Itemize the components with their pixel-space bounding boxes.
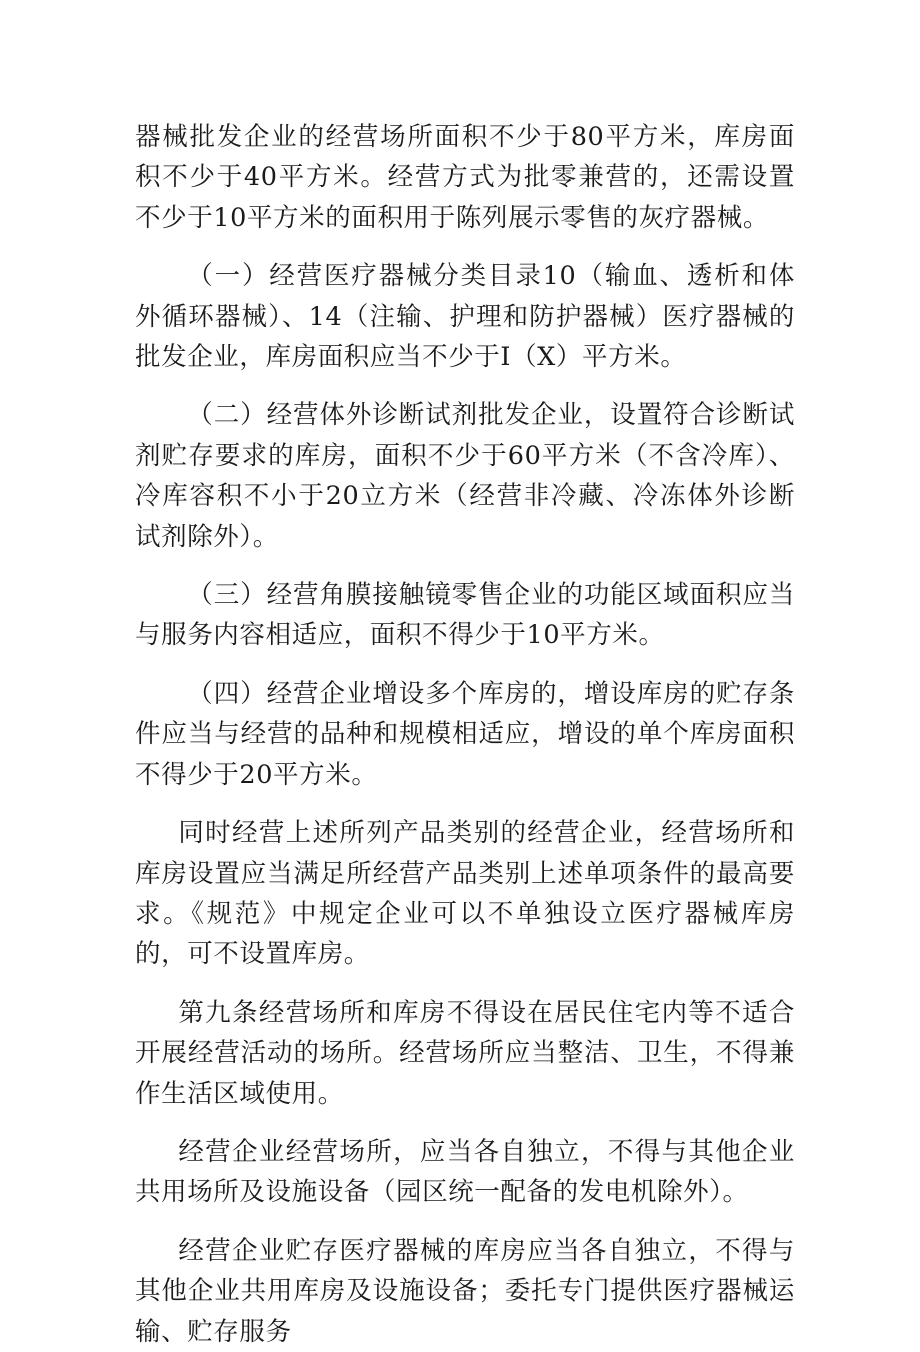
paragraph-item-2: （二）经营体外诊断试剂批发企业，设置符合诊断试剂贮存要求的库房，面积不少于60平方米（不含冷库）、冷库容积不小于20立方米（经营非冷藏、冷冻体外诊断试剂除外）。 bbox=[135, 400, 795, 552]
paragraph-independent-warehouse: 经营企业贮存医疗器械的库房应当各自独立，不得与其他企业共用库房及设施设备；委托专门提供医疗器械运输、贮存服务 bbox=[135, 1235, 795, 1347]
paragraph-item-1: （一）经营医疗器械分类目录10（输血、透析和体外循环器械）、14（注输、护理和防护器械）医疗器械的批发企业，库房面积应当不少于I（X）平方米。 bbox=[135, 261, 795, 373]
paragraph-item-4: （四）经营企业增设多个库房的，增设库房的贮存条件应当与经营的品种和规模相适应，增设的单个库房面积不得少于20平方米。 bbox=[135, 678, 795, 790]
paragraph-article-9: 第九条经营场所和库房不得设在居民住宅内等不适合开展经营活动的场所。经营场所应当整洁、卫生，不得兼作生活区域使用。 bbox=[135, 997, 795, 1109]
document-body bbox=[135, 117, 795, 1352]
paragraph-combined-requirements: 同时经营上述所列产品类别的经营企业，经营场所和库房设置应当满足所经营产品类别上述单项条件的最高要求。《规范》中规定企业可以不单独设立医疗器械库房的，可不设置库房。 bbox=[135, 818, 795, 970]
paragraph-independent-premises: 经营企业经营场所，应当各自独立，不得与其他企业共用场所及设施设备（园区统一配备的发电机除外）。 bbox=[135, 1136, 795, 1208]
paragraph-item-3: （三）经营角膜接触镜零售企业的功能区域面积应当与服务内容相适应，面积不得少于10平方米。 bbox=[135, 580, 795, 651]
paragraph-continuation: 器械批发企业的经营场所面积不少于80平方米，库房面积不少于40平方米。经营方式为批零兼营的，还需设置不少于10平方米的面积用于陈列展示零售的灰疗器械。 bbox=[135, 122, 795, 233]
